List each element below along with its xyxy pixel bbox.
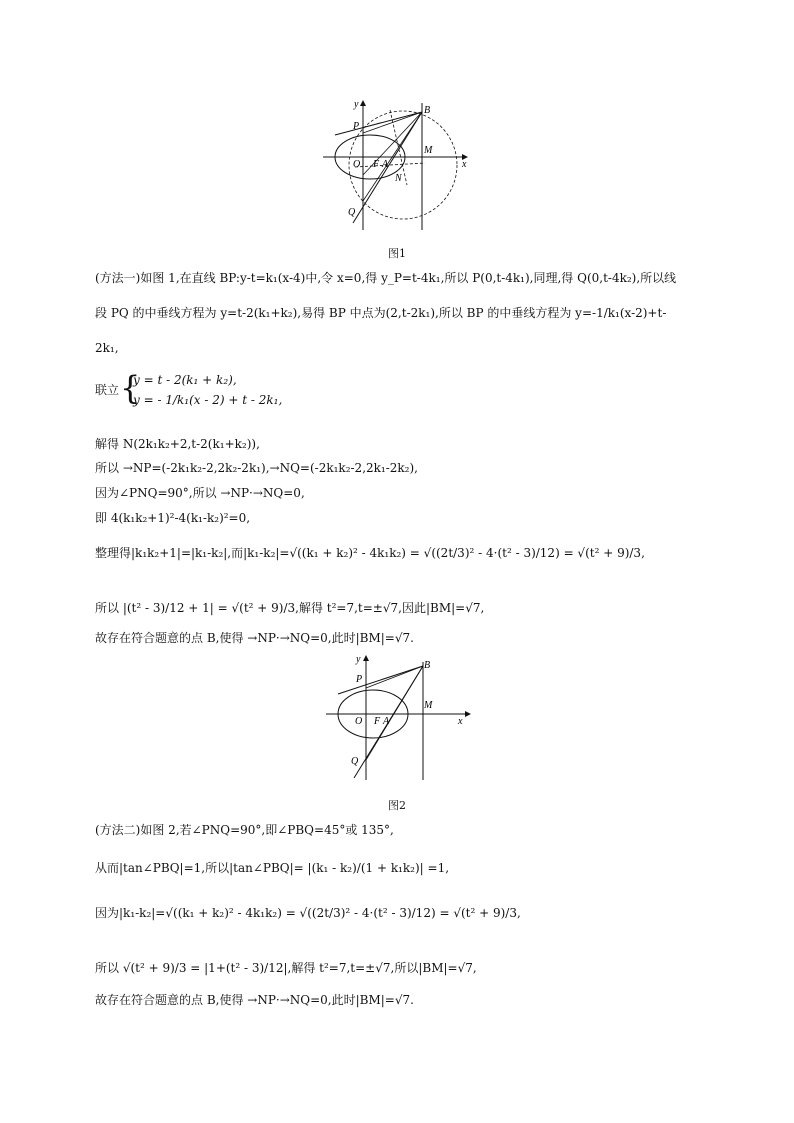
fig1-label-y: y <box>354 99 359 110</box>
m1-line3: 2k₁, <box>95 341 119 355</box>
m1-line10: 故存在符合题意的点 B,使得 →NP·→NQ=0,此时|BM|=√7. <box>95 631 414 645</box>
m1-line2: 段 PQ 的中垂线方程为 y=t-2(k₁+k₂),易得 BP 中点为(2,t-2k₁),所以 BP 的中垂线方程为 y=-1/k₁(x-2)+t- <box>95 306 667 320</box>
m1-line5: 所以 →NP=(-2k₁k₂-2,2k₂-2k₁),→NQ=(-2k₁k₂-2,2k₁-2k₂), <box>95 461 418 475</box>
fig2-label-Q: Q <box>351 756 359 767</box>
fig1-label-P: P <box>353 121 360 132</box>
figure-2 <box>320 650 475 785</box>
figure-1 <box>315 95 475 240</box>
m1-line8: 整理得|k₁k₂+1|=|k₁-k₂|,而|k₁-k₂|=√((k₁ + k₂)² - 4k₁k₂) = √((2t/3)² - 4·(t² - 3)/12) = √(t² + 9)/3, <box>95 546 645 560</box>
fig2-label-x: x <box>458 716 463 727</box>
fig1-label-O: O <box>353 159 361 170</box>
fig1-label-N: N <box>395 173 402 184</box>
fig1-label-Q: Q <box>348 207 356 218</box>
system-eq1: y = t - 2(k₁ + k₂), <box>133 373 237 387</box>
figure-2-caption: 图2 <box>388 799 406 812</box>
m2-line1: (方法二)如图 2,若∠PNQ=90°,即∠PBQ=45°或 135°, <box>95 823 394 837</box>
m1-line7: 即 4(k₁k₂+1)²-4(k₁-k₂)²=0, <box>95 511 251 525</box>
fig2-label-A: A <box>383 716 390 727</box>
m2-line4: 所以 √(t² + 9)/3 = |1+(t² - 3)/12|,解得 t²=7,t=±√7,所以|BM|=√7, <box>95 961 477 975</box>
fig1-label-M: M <box>424 145 433 156</box>
fig2-label-M: M <box>424 700 433 711</box>
m1-line9: 所以 |(t² - 3)/12 + 1| = √(t² + 9)/3,解得 t²=7,t=±√7,因此|BM|=√7, <box>95 601 485 615</box>
fig2-label-y: y <box>356 654 361 665</box>
m1-line4: 解得 N(2k₁k₂+2,t-2(k₁+k₂)), <box>95 437 260 451</box>
fig1-label-x: x <box>462 159 467 170</box>
m1-line1: (方法一)如图 1,在直线 BP:y-t=k₁(x-4)中,令 x=0,得 y_P=t-4k₁,所以 P(0,t-4k₁),同理,得 Q(0,t-4k₂),所以线 <box>95 271 677 285</box>
m1-line6: 因为∠PNQ=90°,所以 →NP·→NQ=0, <box>95 486 305 500</box>
fig1-label-B: B <box>424 105 431 116</box>
figure-1-caption: 图1 <box>388 247 406 260</box>
fig1-label-F: F <box>373 159 380 170</box>
system-eq2: y = - 1/k₁(x - 2) + t - 2k₁, <box>133 393 283 407</box>
fig2-label-B: B <box>424 660 431 671</box>
fig1-label-A: A <box>382 159 389 170</box>
m2-line5: 故存在符合题意的点 B,使得 →NP·→NQ=0,此时|BM|=√7. <box>95 993 414 1007</box>
fig2-label-P: P <box>356 674 363 685</box>
system-brace: { <box>120 369 141 407</box>
fig2-label-F: F <box>374 716 381 727</box>
system-prefix: 联立 <box>95 383 120 397</box>
m2-line2: 从而|tan∠PBQ|=1,所以|tan∠PBQ|= |(k₁ - k₂)/(1 + k₁k₂)| =1, <box>95 861 450 875</box>
fig2-label-O: O <box>355 716 363 727</box>
m2-line3: 因为|k₁-k₂|=√((k₁ + k₂)² - 4k₁k₂) = √((2t/3)² - 4·(t² - 3)/12) = √(t² + 9)/3, <box>95 906 521 920</box>
